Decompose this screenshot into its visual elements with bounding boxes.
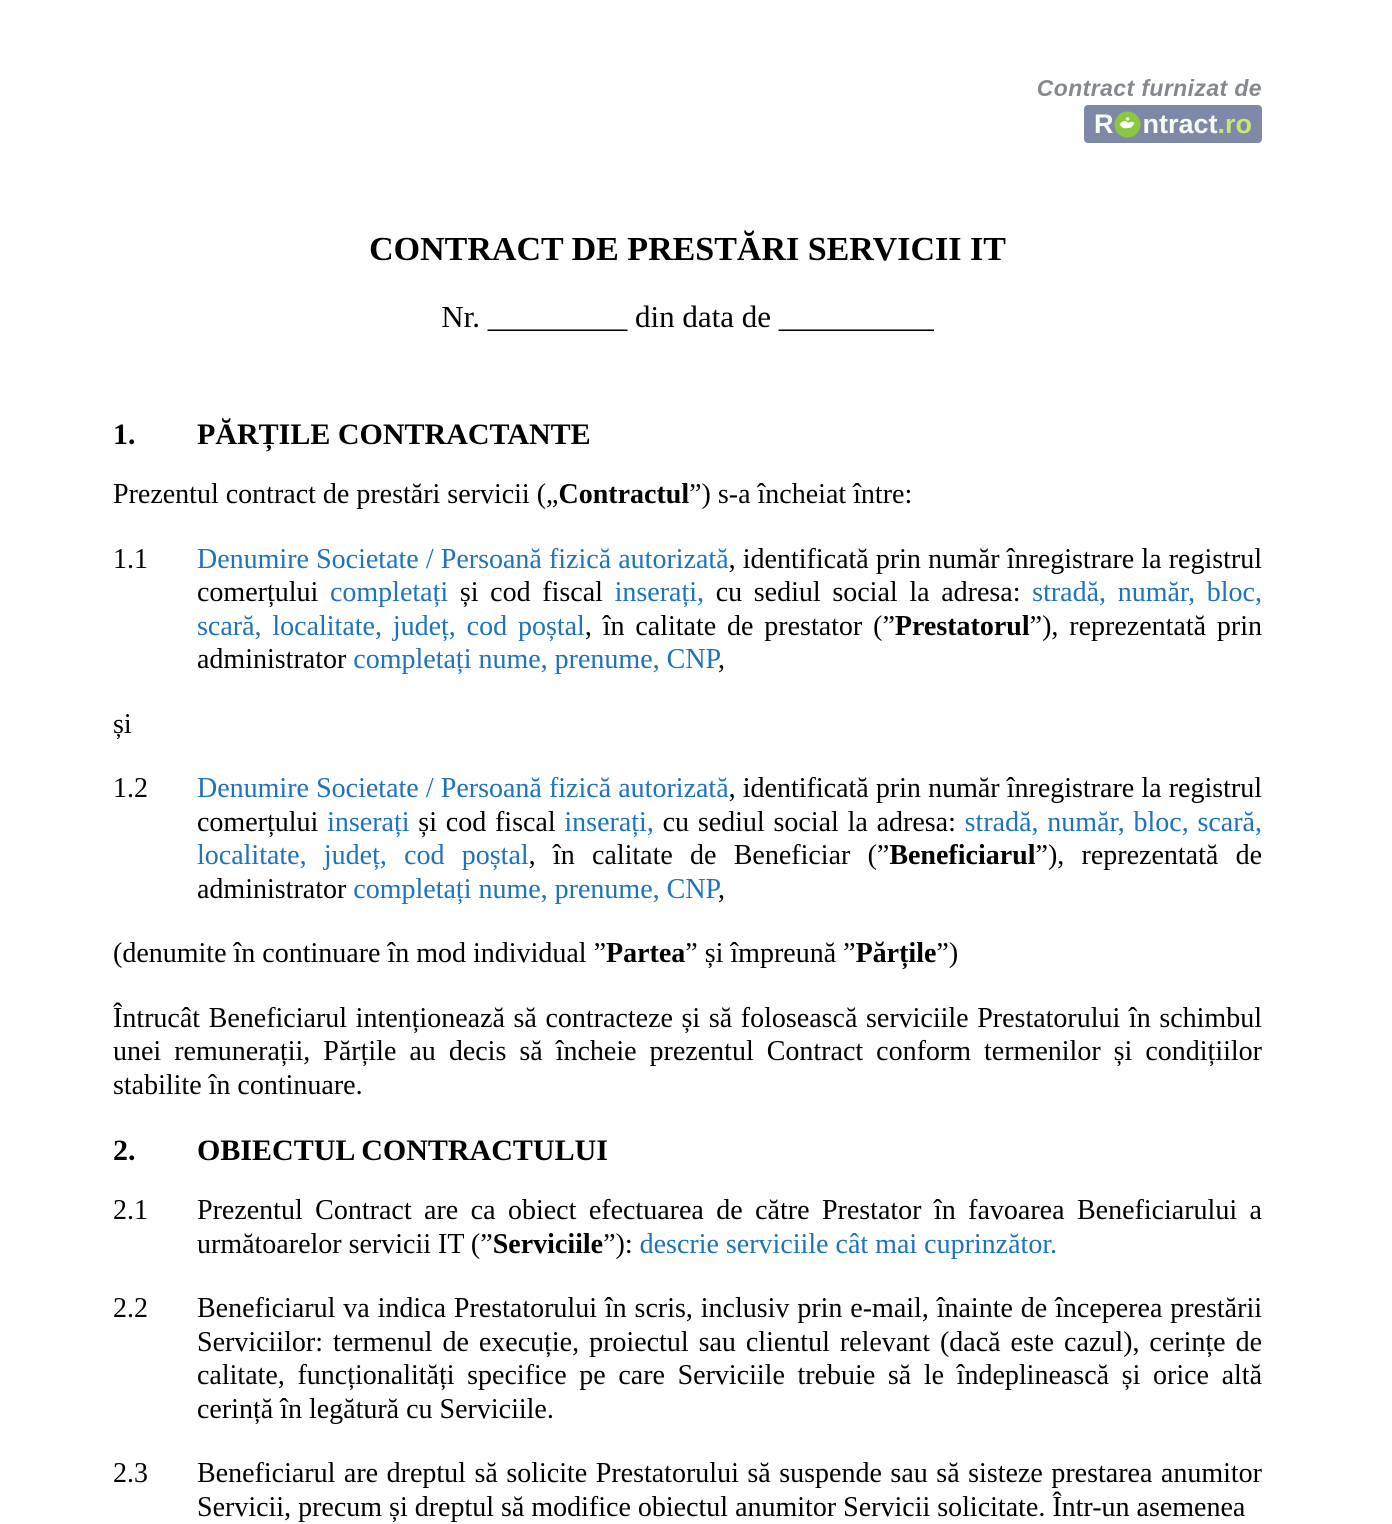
- text-run: , identificată prin număr înregistrare la registrul comerțului: [197, 773, 1262, 838]
- text-run: ”), reprezentată prin administrator: [197, 610, 1262, 675]
- clause-number: 2.3: [113, 1458, 148, 1489]
- fill-in-placeholder: completați: [329, 577, 449, 608]
- text-run: ” și împreună ”: [685, 938, 856, 969]
- contract-date-blank: __________: [778, 299, 934, 334]
- fill-in-placeholder: inserați: [327, 806, 410, 838]
- text-run: și cod fiscal: [409, 806, 565, 838]
- paragraph-text: [197, 772, 1262, 906]
- rontract-logo: [1084, 105, 1262, 143]
- text-run: și: [113, 708, 132, 740]
- text-run: , în calitate de prestator (”: [584, 610, 895, 642]
- text-run: ”):: [603, 1228, 640, 1260]
- recital-paragraph: [113, 1002, 1262, 1103]
- intro-paragraph: [113, 478, 1262, 512]
- contract-number-blank: _________: [487, 299, 628, 334]
- text-run: ”) s-a încheiat între:: [689, 479, 913, 510]
- paragraph-text: [113, 1003, 1262, 1101]
- fill-in-placeholder: stradă, număr, bloc, scară, localitate, județ, cod poștal: [197, 577, 1262, 642]
- text-run: ”): [936, 938, 959, 969]
- date-label: din data de: [634, 299, 771, 334]
- paragraph-text: [113, 938, 958, 969]
- section-1-heading: [113, 417, 1262, 453]
- fill-in-placeholder: Denumire Societate / Persoană fizică autorizată: [197, 543, 729, 575]
- branding-area: [113, 74, 1262, 143]
- clause-2-1: [113, 1194, 1262, 1261]
- text-run: Beneficiarul are dreptul să solicite Prestatorului să suspende sau să sisteze prestarea anumitor Servicii, precum și dreptul să modifice obiectul anumitor Servicii solicitate. Într-un asemenea: [197, 1458, 1262, 1523]
- text-run: OBIECTUL CONTRACTULUI: [197, 1134, 608, 1167]
- number-label: Nr.: [441, 299, 480, 334]
- text-run: Beneficiarul va indica Prestatorului în scris, inclusiv prin e-mail, înainte de începerea prestării Serviciilor: termenul de execuție, proiectul sau clientul relevant (dacă este cazul), cerințe de calitate, funcționalități specifice pe care Serviciile trebuie să le îndeplinească și orice altă cerință în legătură cu Serviciile.: [197, 1293, 1262, 1425]
- clause-number: 1.: [113, 418, 136, 451]
- provided-by-note: Contract furnizat de: [1036, 75, 1262, 101]
- clause-number: 2.: [113, 1134, 136, 1167]
- fill-in-placeholder: descrie serviciile cât mai cuprinzător.: [639, 1228, 1058, 1260]
- clause-number: 1.1: [113, 543, 148, 575]
- text-run: Beneficiarul: [889, 840, 1036, 871]
- clause-2-3: [113, 1457, 1262, 1524]
- text-run: (denumite în continuare în mod individual ”: [113, 938, 606, 969]
- fill-in-placeholder: inserați,: [564, 806, 654, 838]
- document-title: CONTRACT DE PRESTĂRI SERVICII IT: [369, 231, 1006, 268]
- fill-in-placeholder: completați nume, prenume, CNP: [353, 873, 719, 905]
- fill-in-placeholder: completați nume, prenume, CNP: [353, 644, 719, 675]
- text-run: Serviciile: [492, 1228, 604, 1260]
- section-heading-text: [197, 1133, 608, 1169]
- document-content: [113, 417, 1262, 1524]
- clause-1-1: [113, 543, 1262, 677]
- text-run: PĂRȚILE CONTRACTANTE: [197, 418, 591, 451]
- paragraph-text: [197, 1457, 1262, 1524]
- text-run: Prestatorul: [894, 610, 1030, 642]
- globe-handshake-icon: [1114, 111, 1141, 138]
- document-number-line: [113, 298, 1262, 335]
- logo-text-body: ntract: [1142, 109, 1218, 139]
- text-run: cu sediul social la adresa:: [653, 806, 965, 838]
- text-run: , în calitate de Beneficiar (”: [528, 840, 890, 871]
- paragraph-text: [197, 1292, 1262, 1426]
- fill-in-placeholder: Denumire Societate / Persoană fizică autorizată: [197, 773, 729, 804]
- clause-number: 2.1: [113, 1195, 148, 1226]
- text-run: ,: [718, 644, 726, 675]
- logo-text-prefix: R: [1093, 109, 1114, 139]
- parties-naming-paragraph: [113, 937, 1262, 971]
- text-run: Partea: [606, 938, 686, 969]
- section-heading-text: [197, 417, 591, 453]
- text-run: cu sediul social la adresa:: [704, 577, 1033, 608]
- text-run: Prezentul Contract are ca obiect efectuarea de către Prestator în favoarea Beneficiarului a următoarelor servicii IT (”: [197, 1195, 1262, 1260]
- text-run: Contractul: [558, 479, 690, 510]
- text-run: Întrucât Beneficiarul intenționează să contracteze și să folosească serviciile Prestatorului în schimbul unei remunerații, Părțile au decis să încheie prezentul Contract conform termenilor și condițiilor stabilite în continuare.: [113, 1002, 1262, 1101]
- clause-number: 1.2: [113, 773, 148, 804]
- fill-in-placeholder: inserați,: [614, 577, 705, 608]
- paragraph-text: [113, 479, 912, 510]
- section-2-heading: [113, 1133, 1262, 1169]
- paragraph-text: [197, 1194, 1262, 1261]
- text-run: , identificată prin număr înregistrare la registrul comerțului: [197, 543, 1262, 608]
- clause-1-2: [113, 772, 1262, 906]
- text-run: și cod fiscal: [448, 577, 615, 608]
- text-run: Părțile: [855, 938, 937, 969]
- clause-2-2: [113, 1292, 1262, 1426]
- text-run: ”), reprezentată de administrator: [197, 840, 1262, 905]
- text-run: ,: [718, 873, 726, 905]
- logo-text-tld: .ro: [1217, 109, 1252, 139]
- paragraph-text: [197, 543, 1262, 677]
- text-run: Prezentul contract de prestări servicii („: [113, 479, 559, 510]
- and-connector: [113, 708, 1262, 742]
- fill-in-placeholder: stradă, număr, bloc, scară, localitate, județ, cod poștal: [197, 806, 1262, 871]
- clause-number: 2.2: [113, 1293, 148, 1324]
- paragraph-text: [113, 709, 132, 740]
